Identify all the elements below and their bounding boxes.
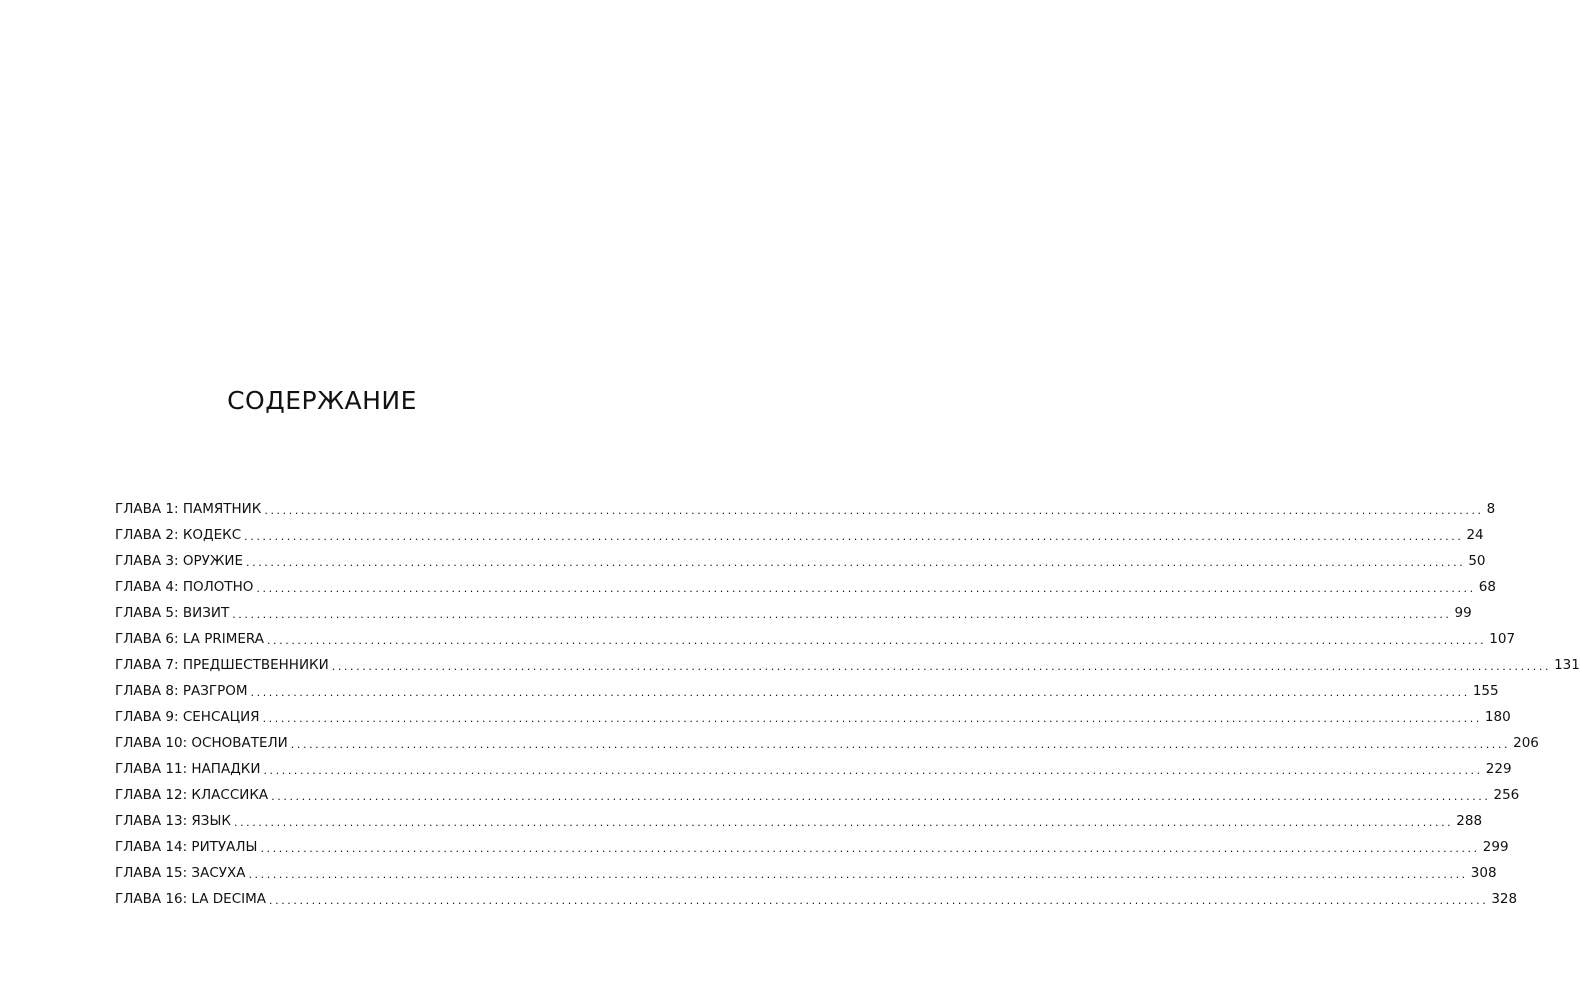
toc-entry-label: ГЛАВА 13: ЯЗЫК: [115, 813, 231, 829]
toc-entry[interactable]: [115, 860, 1497, 886]
toc-entry-label: ГЛАВА 12: КЛАССИКА: [115, 787, 269, 803]
toc-entry-page: 288: [1456, 813, 1483, 829]
toc-entry[interactable]: [115, 886, 1518, 912]
toc-entry-label: ГЛАВА 2: КОДЕКС: [115, 527, 242, 543]
toc-list: [115, 496, 1580, 912]
toc-dot-leader: ........................................................................................................................................................................................................: [331, 659, 1552, 673]
toc-entry-label: ГЛАВА 8: РАЗГРОМ: [115, 683, 248, 699]
toc-dot-leader: ........................................................................................................................................................................................................: [244, 529, 1464, 543]
toc-entry-page: 256: [1493, 787, 1520, 803]
toc-entry-page: 50: [1468, 553, 1486, 569]
toc-entry-label: ГЛАВА 6: LA PRIMERA: [115, 631, 264, 647]
toc-dot-leader: ........................................................................................................................................................................................................: [266, 633, 1487, 647]
toc-dot-leader: ........................................................................................................................................................................................................: [260, 841, 1480, 855]
toc-entry-page: 328: [1491, 891, 1518, 907]
toc-title: СОДЕРЖАНИЕ: [227, 386, 417, 415]
toc-entry[interactable]: [115, 678, 1499, 704]
toc-dot-leader: ........................................................................................................................................................................................................: [263, 763, 1483, 777]
toc-entry-page: 8: [1486, 501, 1496, 517]
toc-dot-leader: ........................................................................................................................................................................................................: [262, 711, 1482, 725]
toc-entry-page: 229: [1485, 761, 1512, 777]
toc-entry-label: ГЛАВА 3: ОРУЖИЕ: [115, 553, 243, 569]
toc-entry-label: ГЛАВА 5: ВИЗИТ: [115, 605, 230, 621]
toc-entry-page: 206: [1513, 735, 1539, 751]
toc-dot-leader: ........................................................................................................................................................................................................: [232, 607, 1452, 621]
toc-entry[interactable]: [115, 626, 1516, 652]
toc-entry-page: 99: [1454, 605, 1472, 621]
toc-entry[interactable]: [115, 704, 1511, 730]
toc-dot-leader: ........................................................................................................................................................................................................: [264, 503, 1484, 517]
toc-entry[interactable]: [115, 782, 1520, 808]
toc-entry-label: ГЛАВА 1: ПАМЯТНИК: [115, 501, 262, 517]
toc-entry-label: ГЛАВА 15: ЗАСУХА: [115, 865, 246, 881]
toc-dot-leader: ........................................................................................................................................................................................................: [271, 789, 1491, 803]
toc-entry-page: 308: [1470, 865, 1497, 881]
toc-dot-leader: ........................................................................................................................................................................................................: [250, 685, 1470, 699]
toc-entry-label: ГЛАВА 14: РИТУАЛЫ: [115, 839, 258, 855]
toc-entry-label: ГЛАВА 7: ПРЕДШЕСТВЕННИКИ: [115, 657, 329, 673]
toc-dot-leader: ........................................................................................................................................................................................................: [256, 581, 1476, 595]
toc-entry-page: 107: [1489, 631, 1516, 647]
toc-entry-label: ГЛАВА 16: LA DECIMA: [115, 891, 266, 907]
toc-entry-page: 131: [1554, 657, 1580, 673]
toc-dot-leader: ........................................................................................................................................................................................................: [233, 815, 1454, 829]
toc-entry-page: 68: [1478, 579, 1496, 595]
toc-dot-leader: ........................................................................................................................................................................................................: [246, 555, 1466, 569]
toc-entry[interactable]: [115, 522, 1484, 548]
toc-dot-leader: ........................................................................................................................................................................................................: [269, 893, 1489, 907]
toc-entry[interactable]: [115, 496, 1496, 522]
toc-entry-page: 299: [1482, 839, 1509, 855]
toc-entry-label: ГЛАВА 11: НАПАДКИ: [115, 761, 261, 777]
toc-entry[interactable]: [115, 808, 1483, 834]
toc-dot-leader: ........................................................................................................................................................................................................: [290, 737, 1511, 751]
toc-entry[interactable]: [115, 574, 1496, 600]
toc-entry[interactable]: [115, 730, 1539, 756]
toc-entry[interactable]: [115, 600, 1472, 626]
toc-entry[interactable]: [115, 548, 1486, 574]
toc-entry[interactable]: [115, 756, 1512, 782]
toc-entry-label: ГЛАВА 10: ОСНОВАТЕЛИ: [115, 735, 288, 751]
toc-entry-label: ГЛАВА 4: ПОЛОТНО: [115, 579, 254, 595]
toc-entry-page: 155: [1472, 683, 1499, 699]
toc-entry-label: ГЛАВА 9: СЕНСАЦИЯ: [115, 709, 260, 725]
toc-dot-leader: ........................................................................................................................................................................................................: [248, 867, 1468, 881]
toc-entry[interactable]: [115, 834, 1509, 860]
toc-entry[interactable]: [115, 652, 1580, 678]
toc-entry-page: 180: [1484, 709, 1511, 725]
toc-entry-page: 24: [1466, 527, 1484, 543]
